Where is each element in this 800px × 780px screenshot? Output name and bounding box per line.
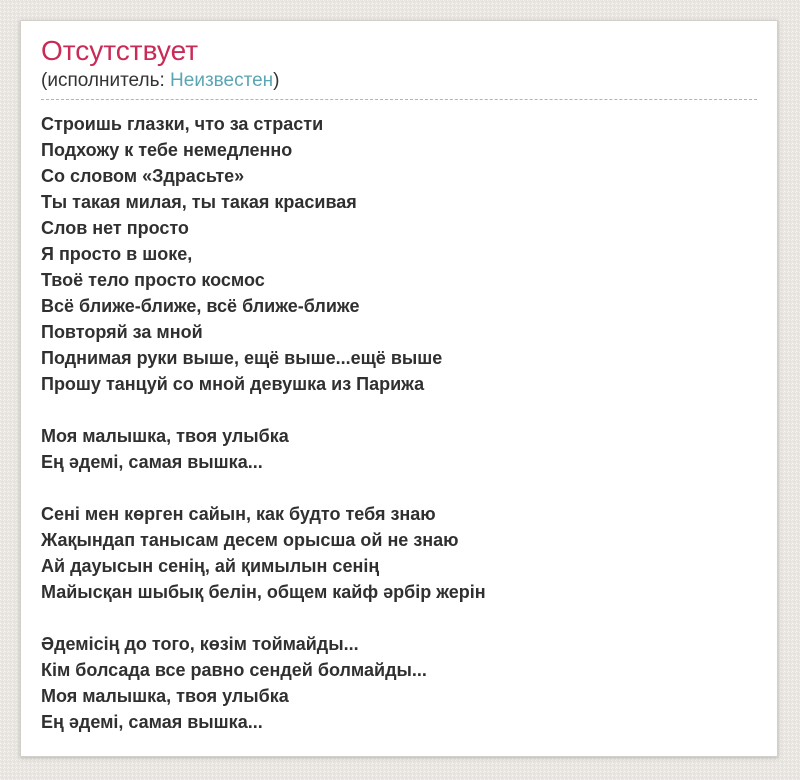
artist-label-suffix: ): [273, 69, 280, 91]
lyric-line: Ең әдемі, самая вышка...: [41, 452, 263, 473]
lyrics-stanza: [41, 631, 757, 735]
lyric-line: Ай дауысын сенің, ай қимылын сенің: [41, 556, 380, 577]
lyrics-stanza: [41, 501, 757, 605]
lyric-line: Я просто в шоке,: [41, 244, 193, 265]
lyrics-stanza: [41, 423, 757, 475]
song-header: [41, 34, 757, 100]
lyric-line: Всё ближе-ближе, всё ближе-ближе: [41, 296, 360, 317]
lyric-line: Твоё тело просто космос: [41, 270, 265, 291]
lyric-line: Прошу танцуй со мной девушка из Парижа: [41, 374, 425, 395]
lyric-line: Кім болсада все равно сендей болмайды...: [41, 660, 427, 681]
lyric-line: Поднимая руки выше, ещё выше...ещё выше: [41, 348, 443, 369]
lyrics-stanza: [41, 111, 757, 397]
lyric-line: Ең әдемі, самая вышка...: [41, 712, 263, 733]
lyric-line: Повторяй за мной: [41, 322, 203, 343]
artist-link[interactable]: Неизвестен: [170, 69, 274, 91]
lyric-line: Жақындап танысам десем орысша ой не знаю: [41, 530, 459, 551]
lyric-line: Подхожу к тебе немедленно: [41, 140, 293, 161]
song-title: Отсутствует: [41, 35, 199, 66]
lyric-line: Моя малышка, твоя улыбка: [41, 426, 289, 447]
lyric-line: Сені мен көрген сайын, как будто тебя знаю: [41, 504, 436, 525]
artist-label-prefix: (исполнитель:: [41, 69, 171, 91]
lyric-line: Строишь глазки, что за страсти: [41, 114, 324, 135]
lyrics-card: [20, 20, 778, 757]
lyric-line: Со словом «Здрасьте»: [41, 166, 245, 187]
lyric-line: Майысқан шыбық белін, общем кайф әрбір жерін: [41, 582, 486, 603]
lyrics-text: [41, 111, 757, 735]
artist-line: [41, 69, 757, 94]
lyric-line: Моя малышка, твоя улыбка: [41, 686, 289, 707]
lyric-line: Ты такая милая, ты такая красивая: [41, 192, 357, 213]
lyric-line: Әдемісің до того, көзім тоймайды...: [41, 634, 359, 655]
lyric-line: Слов нет просто: [41, 218, 189, 239]
